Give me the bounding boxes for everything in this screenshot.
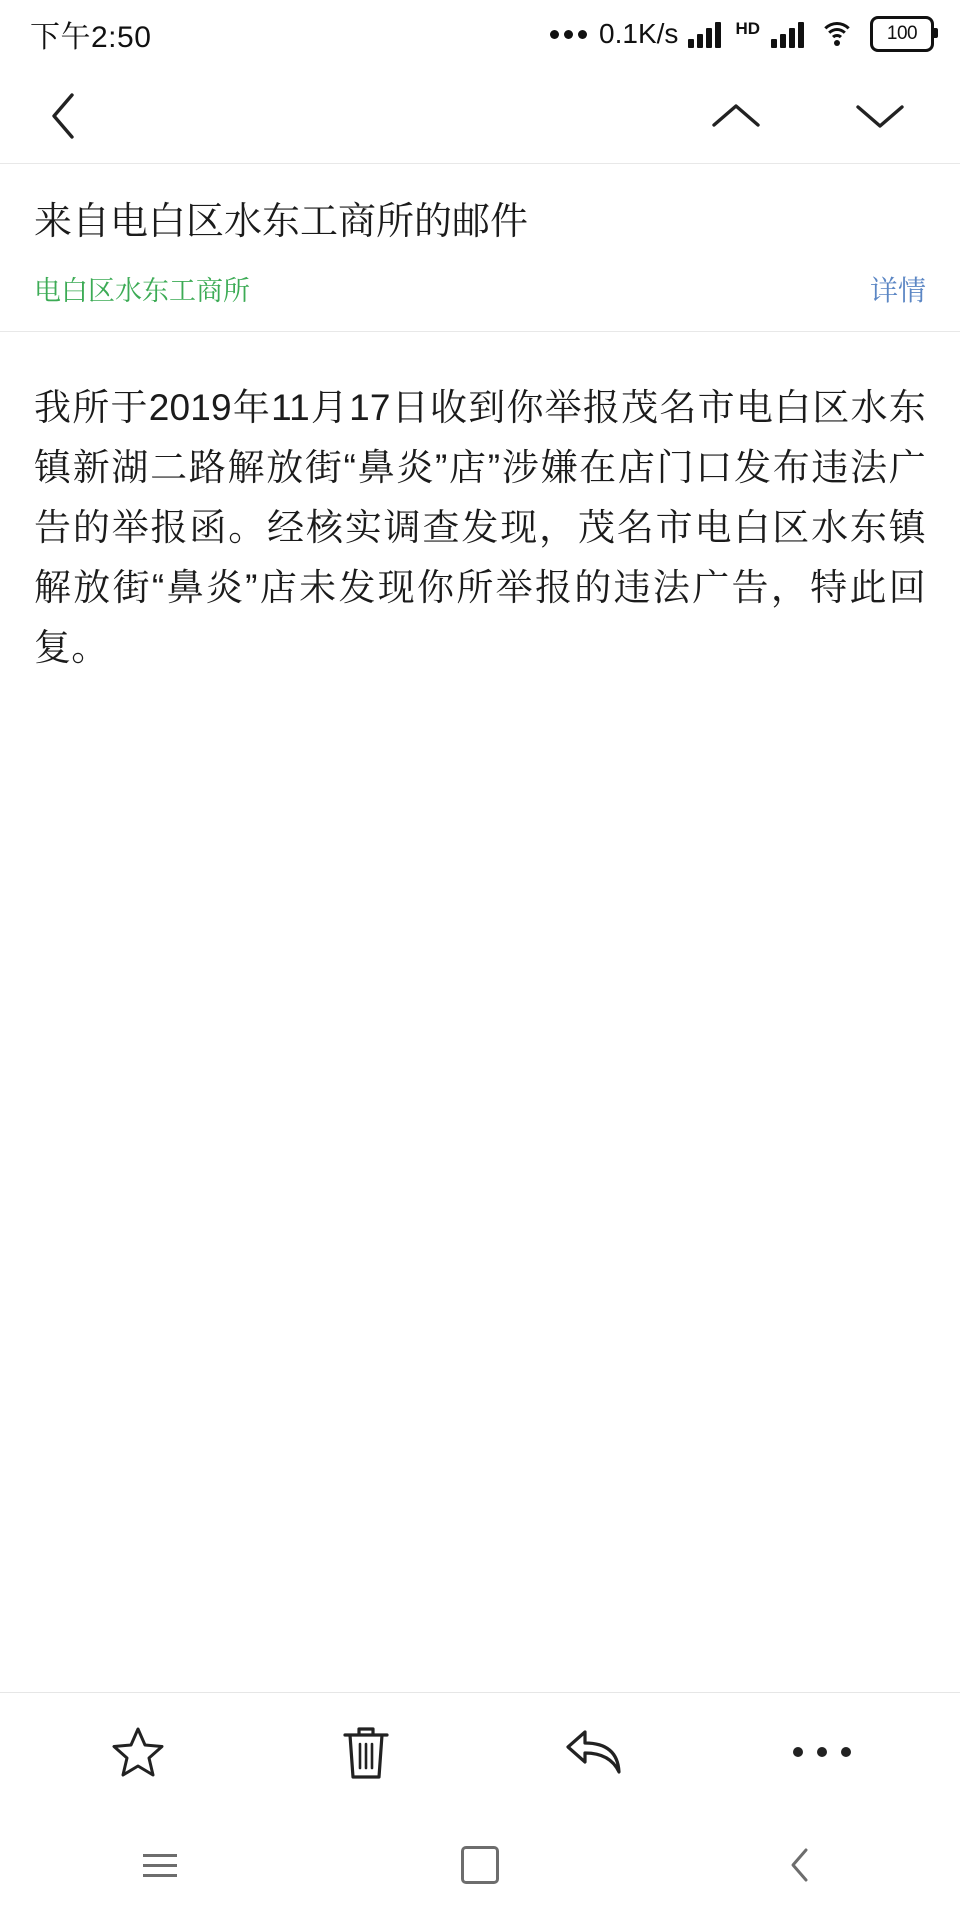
system-menu-button[interactable]	[90, 1825, 230, 1905]
status-time: 下午2:50	[30, 21, 152, 54]
trash-icon	[342, 1723, 390, 1781]
chevron-down-icon	[853, 98, 907, 134]
system-back-button[interactable]	[730, 1825, 870, 1905]
mail-body	[0, 332, 960, 678]
reply-arrow-icon	[563, 1726, 625, 1778]
status-icons	[550, 16, 934, 52]
next-mail-button[interactable]	[850, 86, 910, 146]
network-speed-label: 0.1K/s	[599, 18, 679, 49]
star-icon	[110, 1724, 166, 1780]
navigation-bar	[0, 68, 960, 164]
system-navigation-bar	[0, 1810, 960, 1920]
previous-mail-button[interactable]	[706, 86, 766, 146]
signal-bars-2-icon	[771, 20, 804, 48]
system-home-button[interactable]	[410, 1825, 550, 1905]
menu-icon	[143, 1854, 177, 1877]
mail-subject: 来自电白区水东工商所的邮件	[34, 201, 529, 243]
back-button[interactable]	[34, 86, 94, 146]
hd-icon: HD	[735, 19, 760, 38]
mail-header	[0, 164, 960, 332]
chevron-up-icon	[709, 98, 763, 134]
more-options-button[interactable]	[762, 1702, 882, 1802]
more-dots-icon	[550, 30, 587, 39]
battery-icon	[870, 16, 934, 52]
reply-button[interactable]	[534, 1702, 654, 1802]
status-bar	[0, 0, 960, 68]
mail-action-toolbar	[0, 1692, 960, 1810]
more-horizontal-icon	[790, 1742, 854, 1762]
chevron-left-icon	[787, 1846, 813, 1884]
star-button[interactable]	[78, 1702, 198, 1802]
wifi-icon	[820, 21, 854, 47]
detail-link[interactable]: 详情	[869, 275, 926, 307]
battery-level-label: 100	[886, 23, 918, 44]
home-square-icon	[461, 1846, 499, 1884]
mail-body-text: 我所于2019年11月17日收到你举报茂名市电白区水东镇新湖二路解放街“鼻炎”店”涉嫌在店门口发布违法广告的举报函。经核实调查发现，茂名市电白区水东镇解放街“鼻炎”店未发现你所举报的违法广告，特此回复。	[34, 387, 926, 669]
signal-bars-icon	[688, 20, 721, 48]
sender-row	[34, 269, 926, 309]
chevron-left-icon	[44, 89, 84, 143]
sender-name[interactable]: 电白区水东工商所	[34, 276, 250, 307]
delete-button[interactable]	[306, 1702, 426, 1802]
